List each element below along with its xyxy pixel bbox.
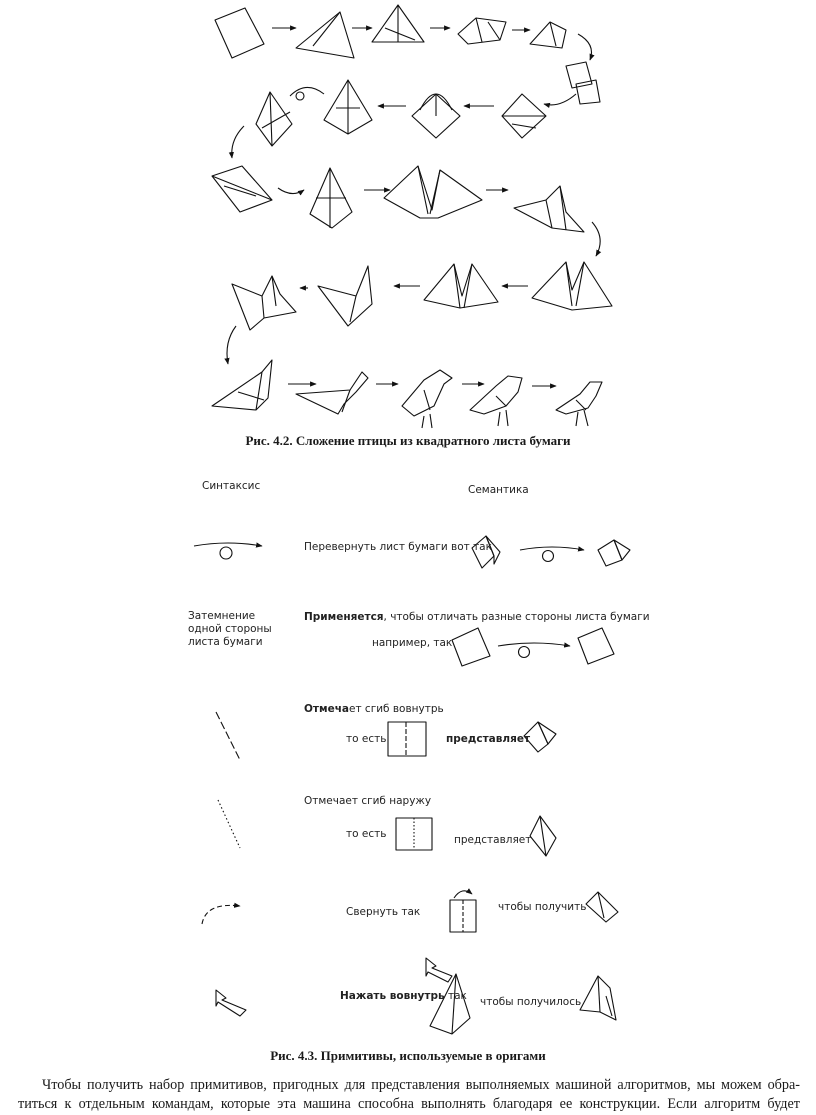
shade-syntax-line: листа бумаги [188,636,263,648]
fold-result-icon [586,892,618,922]
push-rest: так [444,990,467,1002]
syntax-header: Синтаксис [202,480,261,492]
valley-lead: Отмеча [304,703,350,715]
fold-text: Свернуть так [346,906,421,918]
push-in-triangle-icon [430,974,470,1034]
push-arrow-small [426,958,452,982]
push-result-text: чтобы получилось [480,996,582,1008]
shade-syntax-line: Затемнение [188,610,256,622]
fold-arrow-symbol [202,905,240,924]
shade-rest: , чтобы отличать разные стороны листа бумаги [383,611,650,623]
fold-square-icon [450,891,476,932]
shade-lead: Применяется [304,611,384,623]
plain-square-icon [578,628,614,664]
shade-syntax-line: одной стороны [188,623,272,635]
mountain-fold-result-icon [530,816,556,856]
valley-that-is: то есть [346,733,387,745]
semantics-header: Семантика [468,484,529,496]
valley-represents: представляет [446,733,531,745]
turn-over-example-symbol-2 [498,643,570,658]
push-lead: Нажать вовнутрь [340,990,445,1002]
valley-fold-line [216,712,240,760]
push-arrow-symbol [216,990,246,1016]
mountain-fold-square-icon [396,818,432,850]
shaded-square-icon [452,628,490,666]
mountain-that-is: то есть [346,828,387,840]
shade-syntax-label [188,610,272,649]
shade-semantics-text [304,611,650,623]
valley-rest: ет сгиб вовнутрь [349,703,444,715]
figure-4-3-caption: Рис. 4.3. Примитивы, используемые в оригами [270,1048,546,1063]
push-text [340,990,467,1002]
fold-result-text: чтобы получить [498,901,587,913]
figure-4-2-caption: Рис. 4.2. Сложение птицы из квадратного листа бумаги [245,433,571,448]
turn-over-syntax-symbol [194,543,262,559]
body-line-1: Чтобы получить набор примитивов, пригодных для представления выполняемых машиной алгоритмов, мы можем обра- [42,1077,800,1093]
shade-example-text: например, так [372,637,453,649]
paper-book-flipped-icon [598,540,630,566]
valley-text [304,703,444,715]
mountain-fold-line [218,800,240,848]
body-line-2: титься к отдельным командам, которые эта машина способна выполнять благодаря ее конструкции. Если алгоритм будет [18,1096,800,1112]
mountain-represents: представляет [454,834,532,846]
valley-fold-square-icon [388,722,426,756]
turn-over-text: Перевернуть лист бумаги вот так [304,541,492,553]
turn-over-example-symbol [520,547,584,562]
mountain-text: Отмечает сгиб наружу [304,795,432,807]
push-in-result-icon [580,976,616,1020]
